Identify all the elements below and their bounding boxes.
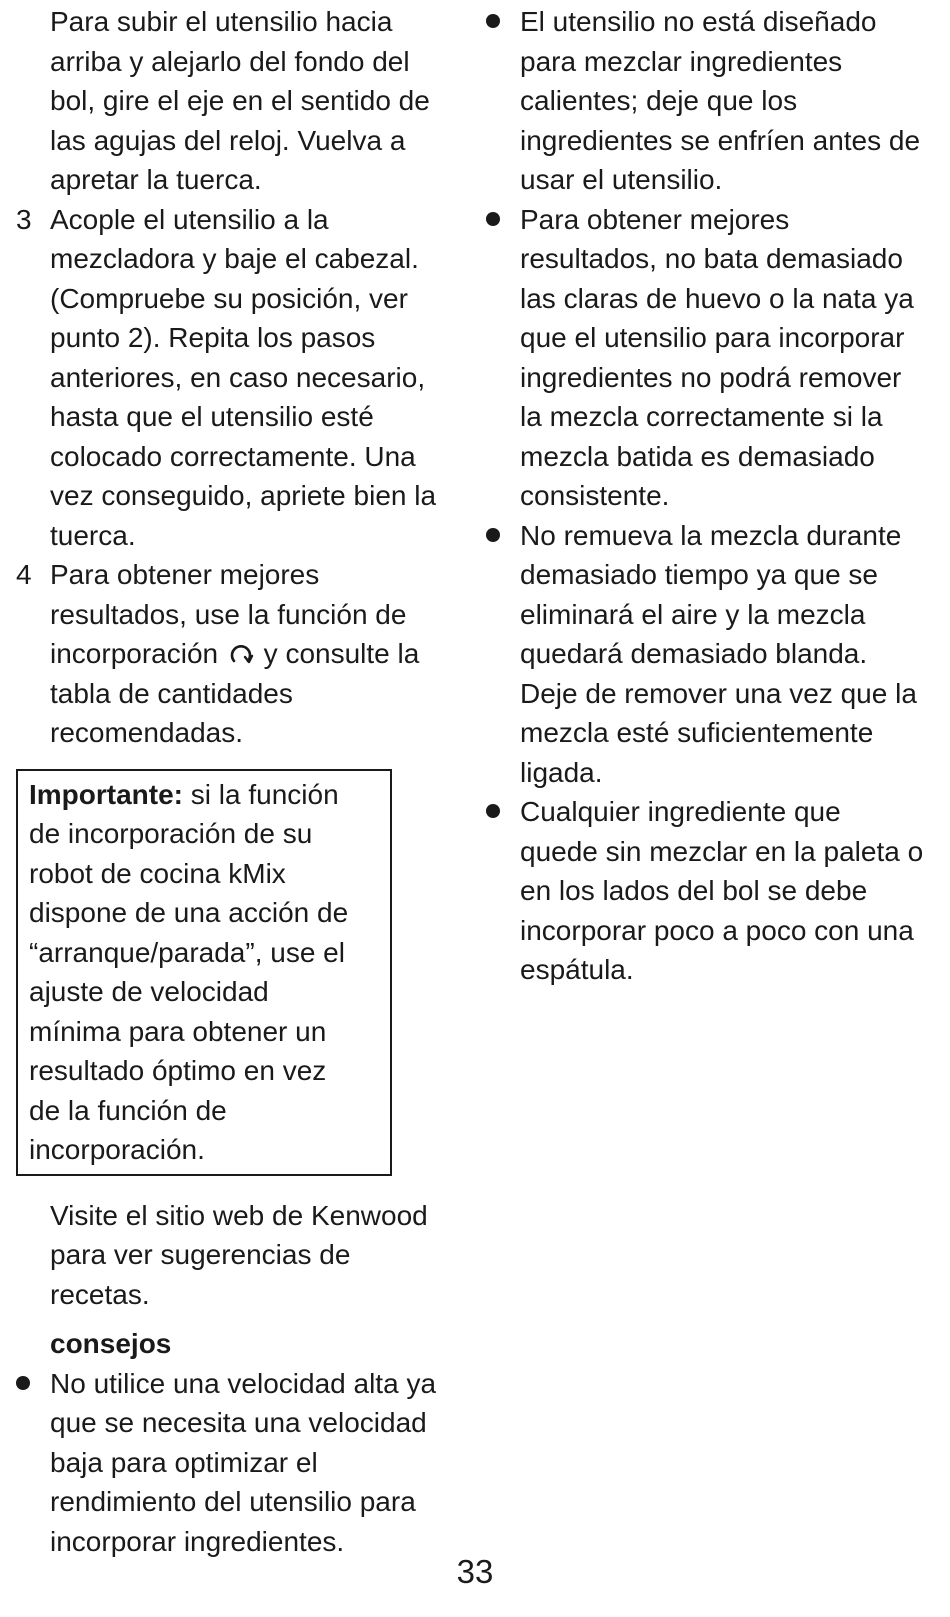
tips-heading: consejos (50, 1328, 172, 1359)
right-column (486, 2, 926, 990)
step-3-text: Acople el utensilio a la mezcladora y baje el cabezal. (Compruebe su posición, ver punto 2). Repita los pasos anteriores, en caso necesario, hasta que el utensilio esté colocado correctamente. Una vez conseguido, apriete bien la tuerca. (50, 203, 437, 551)
tip-bullet-3: Para obtener mejores resultados, no bata demasiado las claras de huevo o la nata ya que el utensilio para incorporar ingredientes no podrá remover la mezcla correctamente si la mezcla batida es demasiado consistente. (486, 200, 926, 516)
step-2-continuation: Para subir el utensilio hacia arriba y alejarlo del fondo del bol, gire el eje en el sentido de las agujas del reloj. Vuelva a apretar la tuerca. (50, 6, 430, 195)
step-4-text-after-icon: y consulte la tabla de cantidades recomendadas. (50, 638, 420, 748)
website-note: Visite el sitio web de Kenwood para ver sugerencias de recetas. (50, 1199, 428, 1310)
tip-bullet-1: No utilice una velocidad alta ya que se necesita una velocidad baja para optimizar el rendimiento del utensilio para incorporar ingredientes. (16, 1364, 456, 1562)
step-4 (16, 555, 456, 753)
step-3 (16, 200, 456, 556)
tip-bullet-2: El utensilio no está diseñado para mezclar ingredientes calientes; deje que los ingredientes se enfríen antes de usar el utensilio. (486, 2, 926, 200)
step-4-text-before-icon: Para obtener mejores resultados, use la función de incorporación (50, 559, 407, 669)
important-text: si la función de incorporación de su robot de cocina kMix dispone de una acción de “arranque/parada”, use el ajuste de velocidad mínima para obtener un resultado óptimo en vez de la función de incorporación. (29, 778, 349, 1165)
tip-bullet-4: No remueva la mezcla durante demasiado tiempo ya que se eliminará el aire y la mezcla quedará demasiado blanda. Deje de remover una vez que la mezcla esté suficientemente ligada. (486, 516, 926, 793)
step-3-number: 3 (16, 203, 32, 235)
important-label: Importante: (29, 778, 183, 810)
tip-bullet-5: Cualquier ingrediente que quede sin mezclar en la paleta o en los lados del bol se debe incorporar poco a poco con una espátula. (486, 792, 926, 990)
left-column (16, 2, 456, 1561)
step-4-number: 4 (16, 559, 32, 590)
page-number: 33 (456, 1553, 494, 1590)
fold-function-icon (228, 641, 254, 667)
important-note-box (16, 769, 392, 1176)
